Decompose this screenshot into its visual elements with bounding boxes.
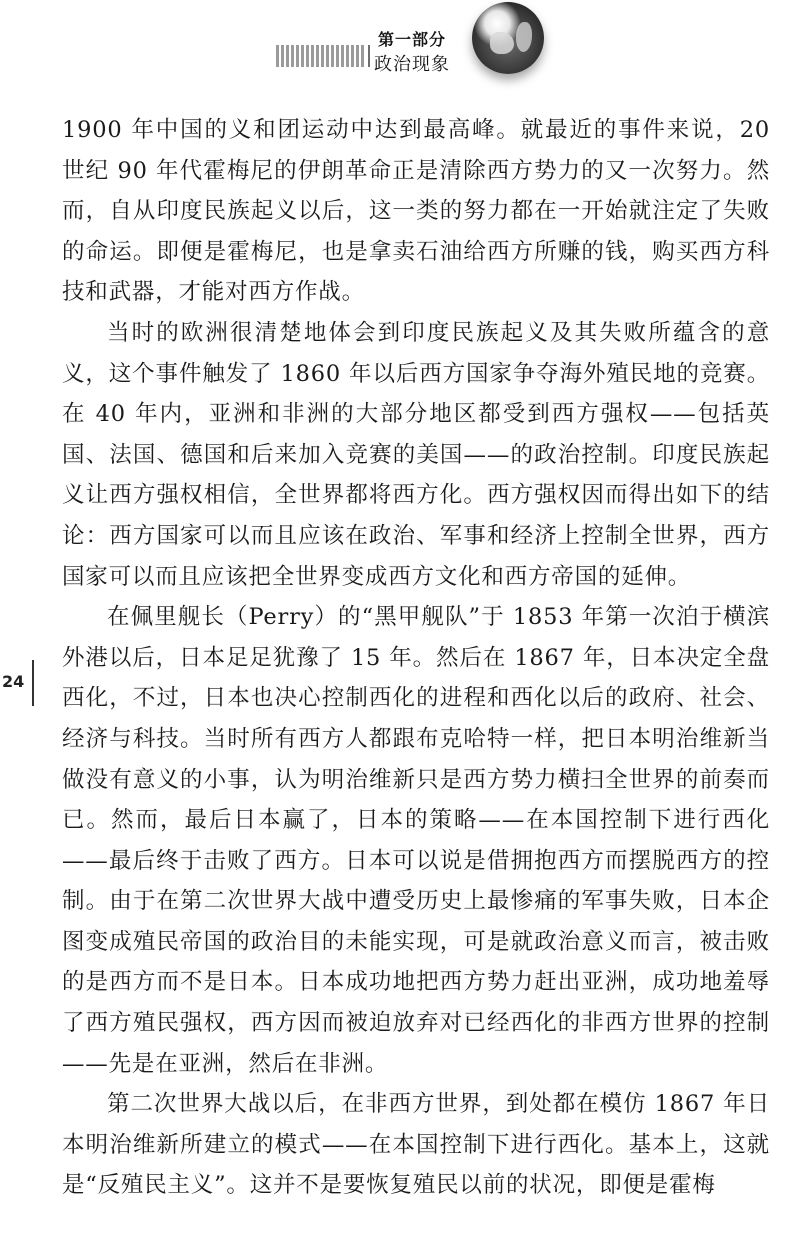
globe-icon (472, 2, 544, 74)
paragraph: 在佩里舰长（Perry）的“黑甲舰队”于 1853 年第一次泊于横滨外港以后，日本足足犹豫了 15 年。然后在 1867 年，日本决定全盘西化，不过，日本也决心控制西化的进程和西化以后的政府、社会、经济与科技。当时所有西方人都跟布克哈特一样，把日本明治维新当做没有意义的小事，认为明治维新只是西方势力横扫全世界的前奏而已。然而，最后日本赢了，日本的策略——在本国控制下进行西化——最后终于击败了西方。日本可以说是借拥抱西方而摆脱西方的控制。由于在第二次世界大战中遭受历史上最惨痛的军事失败，日本企图变成殖民帝国的政治目的未能实现，可是就政治意义而言，被击败的是西方而不是日本。日本成功地把西方势力赶出亚洲，成功地羞辱了西方殖民强权，西方因而被迫放弃对已经西化的非西方世界的控制——先是在亚洲，然后在非洲。 (62, 604, 770, 1077)
globe-landmass (516, 22, 532, 52)
part-label: 第一部分 (378, 30, 447, 49)
paragraph: 当时的欧洲很清楚地体会到印度民族起义及其失败所蕴含的意义，这个事件触发了 1860 年以后西方国家争夺海外殖民地的竞赛。在 40 年内，亚洲和非洲的大部分地区都受到西方强权——包括英国、法国、德国和后来加入竞赛的美国——的政治控制。印度民族起义让西方强权相信，全世界都将西方化。西方强权因而得出如下的结论：西方国家可以而且应该在政治、军事和经济上控制全世界，西方国家可以而且应该把全世界变成西方文化和西方帝国的延伸。 (62, 319, 770, 590)
page-header (0, 0, 800, 90)
section-title: 政治现象 (374, 54, 450, 75)
globe-landmass (490, 32, 514, 54)
header-decorative-bars (276, 45, 364, 67)
page-number: 24 (2, 672, 25, 691)
paragraph: 1900 年中国的义和团运动中达到最高峰。就最近的事件来说，20 世纪 90 年代霍梅尼的伊朗革命正是清除西方势力的又一次努力。然而，自从印度民族起义以后，这一类的努力都在一开始就注定了失败的命运。即便是霍梅尼，也是拿卖石油给西方所赚的钱，购买西方科技和武器，才能对西方作战。 (62, 117, 770, 306)
body-text (62, 110, 770, 1206)
paragraph: 第二次世界大战以后，在非西方世界，到处都在模仿 1867 年日本明治维新所建立的模式——在本国控制下进行西化。基本上，这就是“反殖民主义”。这并不是要恢复殖民以前的状况，即便是霍梅 (62, 1091, 770, 1199)
page-number-rule (32, 660, 34, 706)
